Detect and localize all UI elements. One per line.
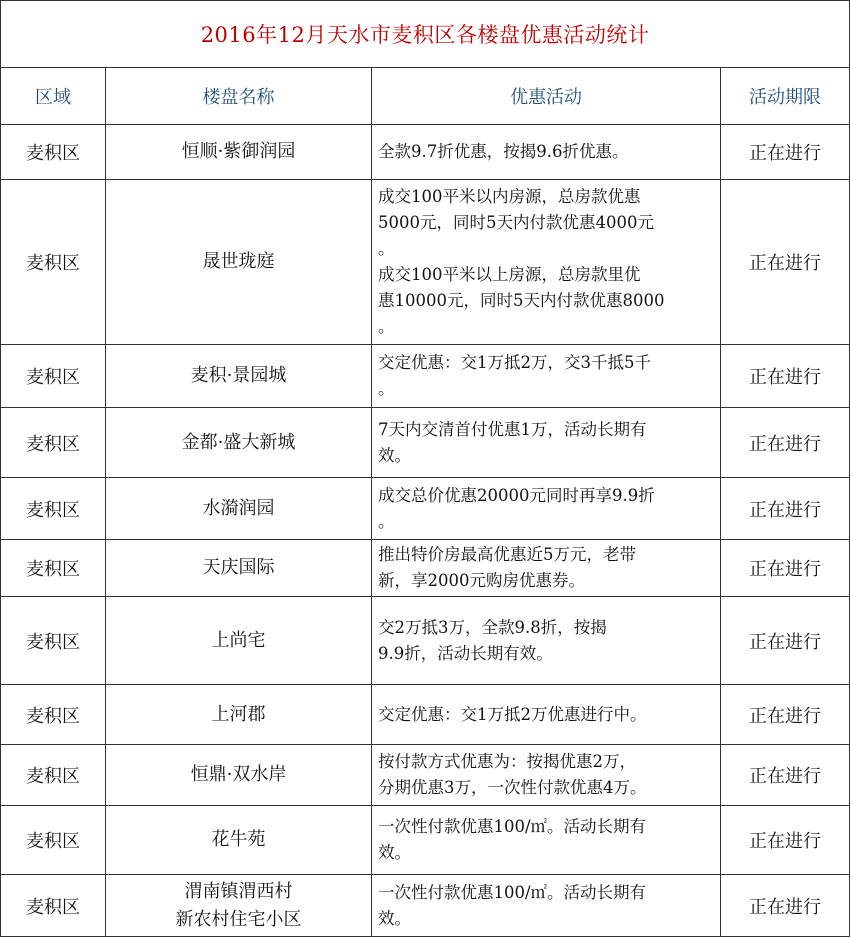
area-cell: 麦积区	[1, 478, 106, 540]
promotion-line: 。	[378, 379, 395, 398]
status-cell: 正在进行	[721, 806, 850, 875]
promotion-line: 推出特价房最高优惠近5万元，老带	[378, 545, 636, 564]
area-cell: 麦积区	[1, 540, 106, 597]
status-cell: 正在进行	[721, 875, 850, 937]
status-cell: 正在进行	[721, 540, 850, 597]
area-cell: 麦积区	[1, 806, 106, 875]
property-name-line: 上尚宅	[211, 629, 266, 651]
promotion-cell	[372, 745, 721, 806]
property-name-cell	[106, 408, 372, 478]
table-row	[1, 180, 850, 345]
property-name-cell	[106, 806, 372, 875]
promotion-cell	[372, 685, 721, 745]
promotion-cell	[372, 408, 721, 478]
status-cell: 正在进行	[721, 745, 850, 806]
promotion-line: 交定优惠：交1万抵2万，交3千抵5千	[378, 353, 651, 372]
promotion-cell	[372, 540, 721, 597]
promotion-cell	[372, 875, 721, 937]
promotion-line: 一次性付款优惠100/㎡。活动长期有	[378, 882, 647, 902]
promotion-line: 全款9.7折优惠，按揭9.6折优惠。	[378, 142, 629, 161]
property-name-line: 新农村住宅小区	[175, 908, 302, 930]
property-name-line: 晟世珑庭	[202, 251, 275, 272]
promotion-line: 9.9折，活动长期有效。	[378, 643, 553, 663]
property-name-line: 花牛苑	[211, 829, 266, 850]
promotion-line: 成交100平米以内房源，总房款优惠	[378, 187, 641, 206]
promotion-line: 一次性付款优惠100/㎡。活动长期有	[378, 817, 647, 836]
property-name-cell	[106, 685, 372, 745]
header-promotion: 优惠活动	[372, 68, 721, 125]
property-name-line: 天庆国际	[202, 557, 275, 578]
promotion-line: 。	[378, 239, 395, 258]
promotion-line: 成交总价优惠20000元同时再享9.9折	[378, 485, 655, 505]
status-cell: 正在进行	[721, 597, 850, 685]
status-cell: 正在进行	[721, 685, 850, 745]
property-name-cell	[106, 540, 372, 597]
table-row	[1, 597, 850, 685]
header-row	[1, 68, 850, 125]
promotion-cell	[372, 180, 721, 345]
promotion-line: 新，享2000元购房优惠券。	[378, 571, 585, 590]
property-name-cell	[106, 125, 372, 180]
promotion-line: 分期优惠3万，一次性付款优惠4万。	[378, 778, 647, 797]
promotion-line: 惠10000元，同时5天内付款优惠8000	[378, 291, 665, 310]
area-cell: 麦积区	[1, 875, 106, 937]
area-cell: 麦积区	[1, 408, 106, 478]
promotion-line: 7天内交清首付优惠1万，活动长期有	[378, 419, 647, 439]
table-row	[1, 345, 850, 408]
promotion-line: 效。	[378, 908, 411, 928]
area-cell: 麦积区	[1, 597, 106, 685]
property-name-cell	[106, 745, 372, 806]
promotion-line: 。	[378, 317, 395, 336]
area-cell: 麦积区	[1, 745, 106, 806]
promotion-line: 成交100平米以上房源，总房款里优	[378, 265, 641, 284]
status-cell: 正在进行	[721, 345, 850, 408]
table-row	[1, 685, 850, 745]
promotion-line: 按付款方式优惠为：按揭优惠2万，	[378, 752, 636, 771]
status-cell: 正在进行	[721, 125, 850, 180]
promotion-cell	[372, 597, 721, 685]
table-row	[1, 540, 850, 597]
header-property-name: 楼盘名称	[106, 68, 372, 125]
area-cell: 麦积区	[1, 125, 106, 180]
table-row	[1, 806, 850, 875]
property-name-cell	[106, 345, 372, 408]
promotion-line: 交定优惠：交1万抵2万优惠进行中。	[378, 704, 647, 724]
table-row	[1, 745, 850, 806]
promotion-cell	[372, 806, 721, 875]
promotion-line: 效。	[378, 843, 411, 862]
property-name-line: 渭南镇渭西村	[184, 880, 293, 902]
property-name-cell	[106, 478, 372, 540]
header-area: 区域	[1, 68, 106, 125]
property-name-line: 麦积·景园城	[190, 365, 287, 386]
property-name-line: 恒顺·紫御润园	[181, 141, 296, 162]
table-row	[1, 478, 850, 540]
table-title: 2016年12月天水市麦积区各楼盘优惠活动统计	[1, 1, 850, 68]
property-name-line: 金都·盛大新城	[181, 431, 296, 453]
status-cell: 正在进行	[721, 478, 850, 540]
area-cell: 麦积区	[1, 345, 106, 408]
promotion-cell	[372, 125, 721, 180]
header-period: 活动期限	[721, 68, 850, 125]
property-name-line: 恒鼎·双水岸	[190, 764, 287, 785]
area-cell: 麦积区	[1, 180, 106, 345]
promotion-line: 交2万抵3万，全款9.8折，按揭	[378, 617, 607, 637]
property-name-cell	[106, 875, 372, 937]
property-name-cell	[106, 180, 372, 345]
table-row	[1, 125, 850, 180]
table-row	[1, 875, 850, 937]
promotion-cell	[372, 478, 721, 540]
property-name-line: 水漪润园	[202, 497, 275, 519]
promotion-cell	[372, 345, 721, 408]
promotion-line: 5000元，同时5天内付款优惠4000元	[378, 213, 654, 232]
status-cell: 正在进行	[721, 180, 850, 345]
status-cell: 正在进行	[721, 408, 850, 478]
area-cell: 麦积区	[1, 685, 106, 745]
promotion-line: 效。	[378, 445, 411, 465]
promotion-line: 。	[378, 511, 395, 531]
property-name-cell	[106, 597, 372, 685]
property-name-line: 上河郡	[211, 703, 266, 725]
title-row	[1, 1, 850, 68]
table-row	[1, 408, 850, 478]
